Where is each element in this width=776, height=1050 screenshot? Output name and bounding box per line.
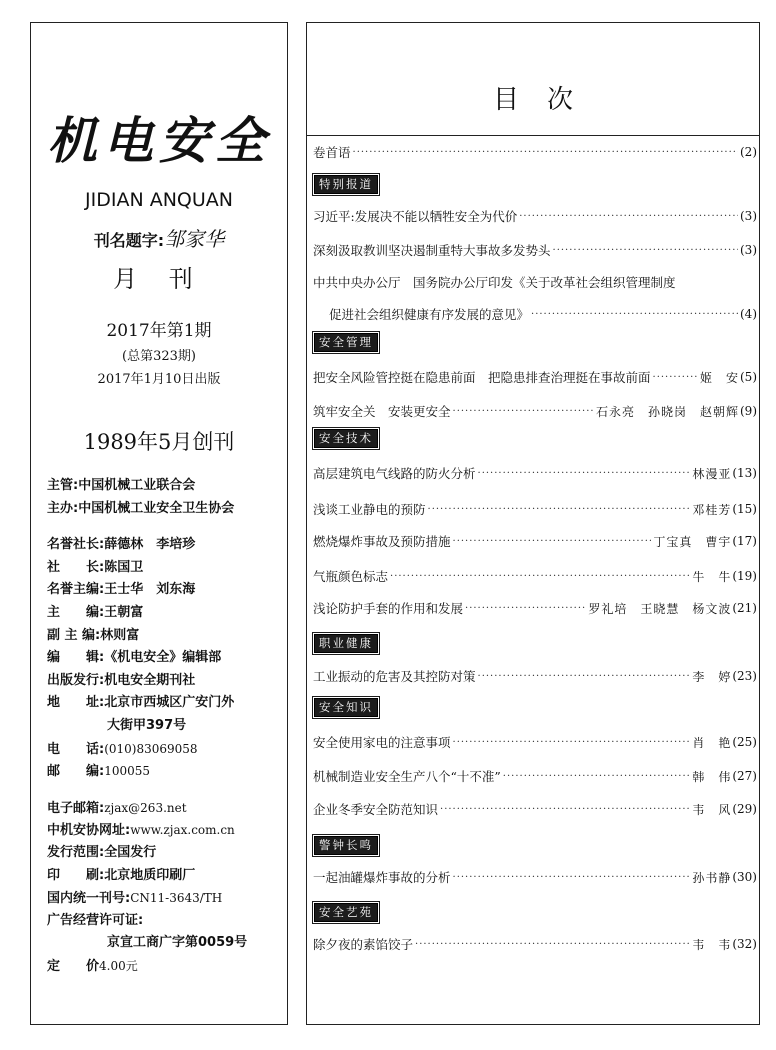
toc-leader-dots (519, 211, 738, 222)
toc-entry (313, 767, 757, 785)
info-label: 出版发行: (47, 672, 105, 688)
masthead-info-row (47, 842, 281, 865)
founded-date: 1989年5月创刊 (83, 430, 235, 454)
toc-section-badge: 警钟长鸣 (314, 836, 378, 855)
toc-divider (307, 135, 759, 136)
masthead-info-row (47, 819, 281, 842)
calligraphy-label: 刊名题字: (93, 231, 165, 250)
toc-entry-page: (5) (740, 370, 757, 384)
toc-entry-page: (15) (732, 502, 757, 516)
masthead-info-list (47, 475, 281, 977)
toc-entry-author: 邓桂芳 (692, 502, 732, 517)
masthead-info-row (47, 865, 281, 888)
toc-entry-page: (29) (732, 802, 757, 816)
toc-entry-author: 罗礼培 王晓慧 杨文波 (588, 601, 732, 616)
info-label: 主 编: (47, 604, 105, 620)
publication-date: 2017年1月10日出版 (97, 372, 221, 387)
info-value: 王朝富 (104, 604, 144, 620)
toc-leader-dots (440, 804, 690, 815)
toc-entry-page: (3) (740, 243, 757, 257)
toc-entry-title: 浅谈工业静电的预防 (313, 502, 426, 517)
journal-pinyin: JIDIAN ANQUAN (85, 189, 233, 211)
toc-entry-page: (23) (732, 669, 757, 683)
toc-entry-title: 卷首语 (313, 145, 351, 160)
toc-entry (313, 143, 757, 161)
toc-leader-dots (453, 737, 691, 748)
masthead-info-row (47, 738, 281, 761)
toc-entry-page: (2) (740, 145, 757, 159)
calligrapher-name: 邹家华 (164, 227, 225, 251)
toc-entry-author: 肖 艳 (692, 735, 732, 750)
masthead-info-row (47, 602, 281, 625)
toc-entry-page: (3) (740, 209, 757, 223)
toc-entry-page: (32) (732, 937, 757, 951)
toc-entry-page: (19) (732, 569, 757, 583)
toc-leader-dots (503, 771, 691, 782)
toc-entry-page: (27) (732, 769, 757, 783)
toc-entry-author: 姬 安 (699, 370, 739, 385)
toc-entry (313, 207, 757, 225)
info-label: 印 刷: (47, 867, 105, 883)
toc-entry (313, 464, 757, 482)
publication-frequency: 月 刊 (113, 265, 205, 293)
toc-leader-dots (428, 504, 691, 515)
toc-entry (313, 402, 757, 420)
toc-title: 目次 (492, 85, 601, 115)
masthead-info-row (47, 475, 281, 498)
toc-entry-author: 孙书静 (692, 870, 732, 885)
toc-entry-page: (9) (740, 404, 757, 418)
info-value: 林则富 (100, 627, 140, 643)
toc-entry-title: 筑牢安全关 安装更安全 (313, 404, 451, 419)
masthead-info-row (47, 910, 281, 933)
issue-number: 2017年第1期 (106, 321, 212, 341)
toc-entry-author: 李 婷 (692, 669, 732, 684)
info-value: 北京市西城区广安门外 (104, 695, 235, 711)
toc-entry-title: 促进社会组织健康有序发展的意见》 (329, 307, 530, 322)
masthead-info-row (47, 498, 281, 521)
info-value: 京宣工商广字第0059号 (107, 935, 248, 951)
masthead-info-row (47, 692, 281, 715)
masthead-info-row (47, 579, 281, 602)
toc-entry-title: 浅论防护手套的作用和发展 (313, 601, 464, 616)
info-value: www.zjax.com.cn (130, 823, 235, 838)
toc-leader-dots (415, 939, 690, 950)
info-label: 副 主 编: (47, 627, 101, 643)
info-value: 中国机械工业安全卫生协会 (78, 500, 235, 516)
info-label: 主办: (47, 500, 79, 516)
info-value: 中国机械工业联合会 (78, 478, 196, 493)
toc-entry-title: 企业冬季安全防范知识 (313, 802, 439, 817)
toc-leader-dots (453, 872, 691, 883)
masthead-info-row (47, 715, 281, 738)
info-value: CN11-3643/TH (130, 891, 223, 906)
info-value: 《机电安全》编辑部 (104, 650, 222, 666)
toc-entry-title: 一起油罐爆炸事故的分析 (313, 870, 451, 885)
toc-leader-dots (478, 671, 691, 682)
masthead-info-row (47, 625, 281, 648)
info-value: 4.00元 (99, 958, 138, 973)
title-calligraphy-credit (31, 223, 287, 252)
toc-entry-author: 丁宝真 曹宇 (653, 534, 732, 549)
info-label: 社 长: (47, 559, 105, 575)
toc-entry (313, 532, 757, 550)
toc-entry-title: 工业振动的危害及其控防对策 (313, 669, 476, 684)
info-value: zjax@263.net (104, 800, 187, 815)
toc-entry-title: 高层建筑电气线路的防火分析 (313, 466, 476, 481)
info-value: 全国发行 (104, 844, 157, 860)
info-label: 主管: (47, 478, 79, 493)
info-label: 名誉社长: (47, 537, 105, 553)
info-value: 大街甲397号 (107, 717, 187, 733)
toc-leader-dots (453, 536, 652, 547)
info-label: 编 辑: (47, 650, 105, 666)
toc-entry-title: 习近平:发展决不能以牺牲安全为代价 (313, 209, 518, 224)
toc-entry-page: (13) (732, 466, 757, 480)
masthead-info-row (47, 760, 281, 783)
toc-entry (313, 868, 757, 886)
toc-section-badge: 安全技术 (314, 429, 378, 448)
toc-entry (329, 305, 757, 323)
masthead-info-row (47, 557, 281, 580)
toc-entry-title: 中共中央办公厅 国务院办公厅印发《关于改革社会组织管理制度 (313, 275, 676, 290)
info-label: 电子邮箱: (47, 800, 105, 816)
info-value: 北京地质印刷厂 (104, 867, 196, 883)
toc-leader-dots (553, 245, 738, 256)
toc-entry-author: 石永亮 孙晓岗 赵朝辉 (595, 404, 739, 419)
info-value: 王士华 刘东海 (104, 582, 196, 598)
masthead-info-row (47, 534, 281, 557)
toc-entry (313, 800, 757, 818)
masthead-info-row (47, 647, 281, 670)
toc-entry (313, 599, 757, 617)
masthead-info-row (47, 670, 281, 693)
toc-entry-author: 林漫亚 (692, 466, 732, 481)
info-value: 100055 (104, 764, 151, 779)
toc-leader-dots (390, 571, 690, 582)
toc-section-badge: 特别报道 (314, 175, 378, 194)
toc-entry (313, 368, 757, 386)
toc-entry (313, 241, 757, 259)
info-label: 电 话: (47, 741, 105, 757)
total-issue-number: (总第323期) (122, 349, 196, 364)
info-label: 名誉主编: (47, 582, 105, 598)
info-label: 国内统一刊号: (47, 891, 131, 907)
toc-section-badge: 安全知识 (314, 698, 378, 717)
info-value: 机电安全期刊社 (104, 672, 196, 688)
toc-leader-dots (478, 468, 691, 479)
table-of-contents (306, 22, 760, 1025)
journal-title: 机电安全 (47, 111, 271, 170)
info-value: 陈国卫 (104, 559, 144, 575)
toc-section-badge: 安全管理 (314, 333, 378, 352)
info-label: 中机安协网址: (47, 823, 131, 839)
toc-leader-dots (531, 309, 738, 320)
toc-entry (313, 733, 757, 751)
masthead-info-row (47, 932, 281, 955)
toc-entry-author: 韦 风 (692, 802, 732, 817)
info-value: (010)83069058 (104, 741, 198, 756)
masthead-info-row (47, 797, 281, 820)
toc-entry-author: 韩 伟 (692, 769, 732, 784)
info-value: 薛德林 李培珍 (104, 537, 196, 553)
toc-entry-title: 深刻汲取教训坚决遏制重特大事故多发势头 (313, 243, 551, 258)
toc-entry-title: 机械制造业安全生产八个“十不准” (313, 769, 501, 784)
toc-entry (313, 567, 757, 585)
toc-entry-page: (25) (732, 735, 757, 749)
toc-entry-page: (4) (740, 307, 757, 321)
toc-section-badge: 安全艺苑 (314, 903, 378, 922)
toc-entry-page: (17) (732, 534, 757, 548)
toc-entry (313, 273, 757, 291)
masthead-panel (30, 22, 288, 1025)
toc-leader-dots (453, 406, 594, 417)
toc-entry (313, 500, 757, 518)
info-label: 广告经营许可证: (47, 912, 144, 928)
toc-section-badge: 职业健康 (314, 634, 378, 653)
toc-entry-title: 安全使用家电的注意事项 (313, 735, 451, 750)
toc-entry (313, 667, 757, 685)
masthead-info-row (47, 887, 281, 910)
toc-entry-page: (21) (732, 601, 757, 615)
info-label: 定 价 (47, 958, 100, 974)
info-label: 发行范围: (47, 844, 105, 860)
toc-entry-author: 韦 韦 (692, 937, 732, 952)
toc-entry-title: 把安全风险管控挺在隐患前面 把隐患排查治理挺在事故前面 (313, 370, 651, 385)
info-label: 邮 编: (47, 764, 105, 780)
toc-entry-page: (30) (732, 870, 757, 884)
toc-entry-title: 燃烧爆炸事故及预防措施 (313, 534, 451, 549)
toc-entry-author: 牛 牛 (692, 569, 732, 584)
toc-leader-dots (653, 372, 698, 383)
toc-entry-title: 气瓶颜色标志 (313, 569, 389, 584)
toc-leader-dots (465, 603, 586, 614)
toc-entry-title: 除夕夜的素馅饺子 (313, 937, 414, 952)
info-label: 地 址: (47, 695, 105, 711)
masthead-info-row (47, 955, 281, 978)
toc-leader-dots (353, 147, 738, 158)
toc-entry (313, 935, 757, 953)
